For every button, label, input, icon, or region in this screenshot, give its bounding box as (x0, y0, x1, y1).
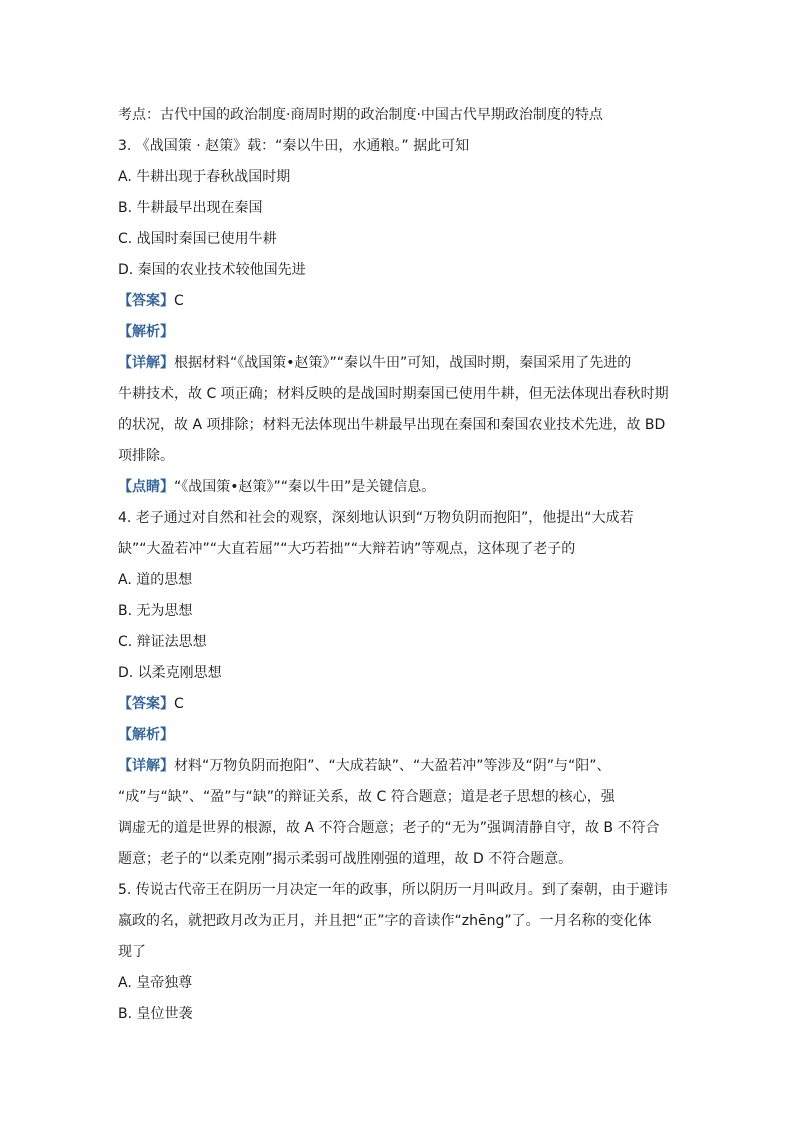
question-4-option-c: C. 辩证法思想 (118, 634, 207, 650)
document-page (118, 100, 678, 1030)
detail-text-4: 项排除。 (118, 448, 174, 464)
question-4-analysis-tag: 【解析】 (118, 727, 174, 743)
detail-text-1: 根据材料“《战国策•赵策》”“秦以牛田”可知，战国时期，秦国采用了先进的 (174, 355, 632, 371)
question-4-stem-2: 缺”“大盈若冲”“大直若屈”“大巧若拙”“大辩若讷”等观点，这体现了老子的 (118, 541, 576, 557)
answer-tag: 【答案】 (118, 696, 174, 712)
answer-value: C (174, 696, 184, 712)
kaodian-line: 考点：古代中国的政治制度·商周时期的政治制度·中国古代早期政治制度的特点 (118, 107, 603, 123)
question-5-stem-2: 嬴政的名，就把政月改为正月，并且把“正”字的音读作“zhēng”了。一月名称的变化体 (118, 913, 652, 929)
question-3-option-b: B. 牛耕最早出现在秦国 (118, 200, 263, 216)
question-3-option-d: D. 秦国的农业技术较他国先进 (118, 262, 306, 278)
question-4-stem (118, 503, 678, 565)
question-4-detail (118, 751, 678, 875)
detail-text-1: 材料“万物负阴而抱阳”、“大成若缺”、“大盈若冲”等涉及“阴”与“阳”、 (174, 758, 611, 774)
question-5-stem-1: 5. 传说古代帝王在阴历一月决定一年的政事，所以阴历一月叫政月。到了秦朝，由于避讳 (118, 882, 668, 898)
question-5-stem-3: 现了 (118, 944, 146, 960)
detail-tag: 【详解】 (118, 758, 174, 774)
answer-tag: 【答案】 (118, 293, 174, 309)
detail-text-3: 调虚无的道是世界的根源，故 A 不符合题意；老子的“无为”强调清静自守，故 B 不符合 (118, 820, 660, 836)
question-3-detail (118, 348, 678, 472)
question-5-option-b: B. 皇位世袭 (118, 1006, 193, 1022)
question-4-answer (118, 689, 678, 720)
question-4-option-a: A. 道的思想 (118, 572, 193, 588)
question-4-option-b: B. 无为思想 (118, 603, 193, 619)
question-4-stem-1: 4. 老子通过对自然和社会的观察，深刻地认识到“万物负阴而抱阳”，他提出“大成若 (118, 510, 634, 526)
question-3-answer (118, 286, 678, 317)
detail-text-3: 的状况，故 A 项排除；材料无法体现出牛耕最早出现在秦国和秦国农业技术先进，故 BD (118, 417, 666, 433)
detail-tag: 【详解】 (118, 355, 174, 371)
detail-text-2: “成”与“缺”、“盈”与“缺”的辩证关系，故 C 符合题意；道是老子思想的核心，强 (118, 789, 615, 805)
question-3-analysis-tag: 【解析】 (118, 324, 174, 340)
detail-text-4: 题意；老子的“以柔克刚”揭示柔弱可战胜刚强的道理，故 D 不符合题意。 (118, 851, 573, 867)
question-5-option-a: A. 皇帝独尊 (118, 975, 193, 991)
note-tag: 【点睛】 (118, 479, 174, 495)
question-3-note (118, 472, 678, 503)
question-3-option-a: A. 牛耕出现于春秋战国时期 (118, 169, 291, 185)
question-5-stem (118, 875, 678, 968)
detail-text-2: 牛耕技术，故 C 项正确；材料反映的是战国时期秦国已使用牛耕，但无法体现出春秋时期 (118, 386, 669, 402)
answer-value: C (174, 293, 184, 309)
question-4-option-d: D. 以柔克刚思想 (118, 665, 222, 681)
note-text: “《战国策•赵策》”“秦以牛田”是关键信息。 (174, 479, 436, 495)
question-3-option-c: C. 战国时秦国已使用牛耕 (118, 231, 277, 247)
question-3-stem: 3. 《战国策 · 赵策》载：“秦以牛田，水通粮。” 据此可知 (118, 138, 470, 154)
